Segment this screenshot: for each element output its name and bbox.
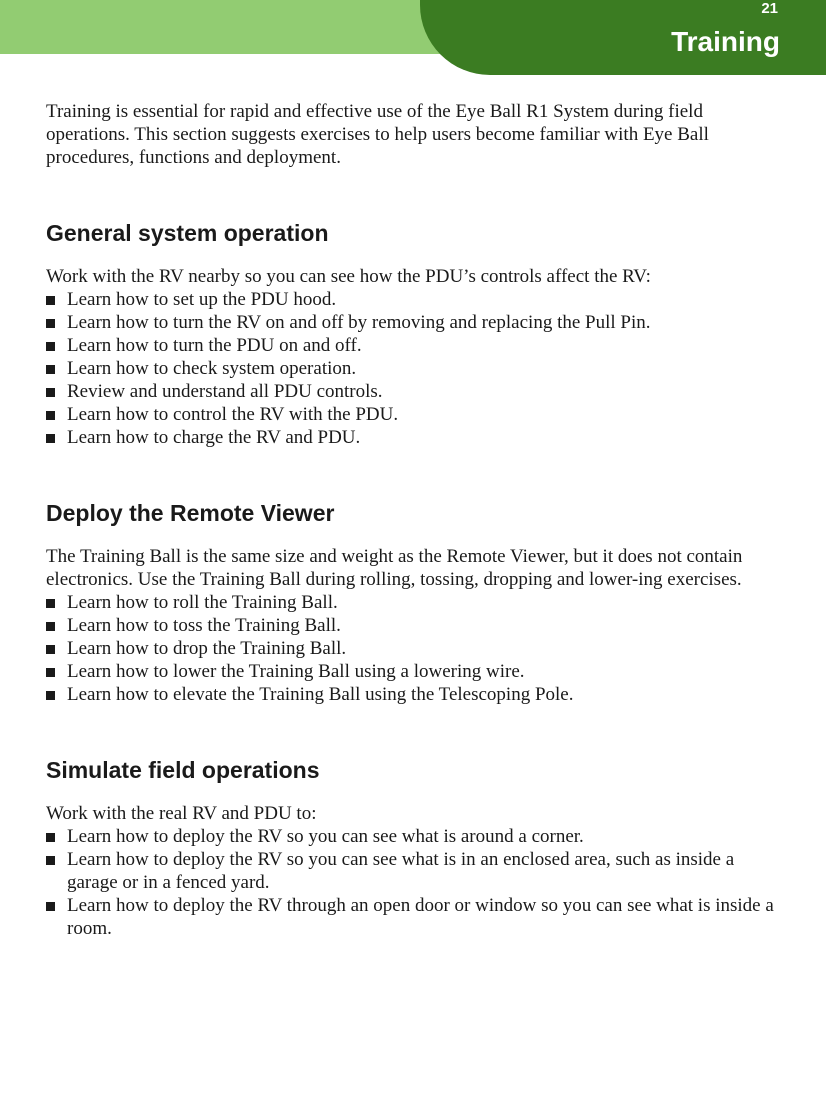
bullet-list bbox=[46, 591, 786, 706]
page-title: Training bbox=[671, 26, 780, 57]
list-item: Learn how to control the RV with the PDU. bbox=[46, 403, 786, 426]
list-item: Learn how to turn the PDU on and off. bbox=[46, 334, 786, 357]
list-item: Learn how to deploy the RV so you can see what is around a corner. bbox=[46, 825, 786, 848]
list-item: Review and understand all PDU controls. bbox=[46, 380, 786, 403]
list-item: Learn how to deploy the RV through an open door or window so you can see what is inside a room. bbox=[46, 894, 786, 940]
page-content bbox=[46, 100, 786, 940]
section-lead: Work with the RV nearby so you can see how the PDU’s controls affect the RV: bbox=[46, 266, 651, 287]
list-item: Learn how to roll the Training Ball. bbox=[46, 591, 786, 614]
section-general-system-operation bbox=[46, 219, 786, 449]
section-heading: General system operation bbox=[46, 220, 329, 246]
list-item: Learn how to check system operation. bbox=[46, 357, 786, 380]
list-item: Learn how to elevate the Training Ball using the Telescoping Pole. bbox=[46, 683, 786, 706]
section-heading: Deploy the Remote Viewer bbox=[46, 500, 335, 526]
list-item: Learn how to turn the RV on and off by removing and replacing the Pull Pin. bbox=[46, 311, 786, 334]
section-simulate-field-operations bbox=[46, 756, 786, 940]
list-item: Learn how to drop the Training Ball. bbox=[46, 637, 786, 660]
intro-paragraph: Training is essential for rapid and effective use of the Eye Ball R1 System during field operations. This section suggests exercises to help users become familiar with Eye Ball procedures, functions and deployment. bbox=[46, 101, 709, 168]
section-lead: The Training Ball is the same size and weight as the Remote Viewer, but it does not contain electronics. Use the Training Ball during rolling, tossing, dropping and lower-ing exercises. bbox=[46, 546, 743, 590]
section-heading: Simulate field operations bbox=[46, 757, 320, 783]
list-item: Learn how to deploy the RV so you can see what is in an enclosed area, such as inside a garage or in a fenced yard. bbox=[46, 848, 786, 894]
bullet-list bbox=[46, 825, 786, 940]
list-item: Learn how to set up the PDU hood. bbox=[46, 288, 786, 311]
section-lead: Work with the real RV and PDU to: bbox=[46, 803, 317, 824]
list-item: Learn how to toss the Training Ball. bbox=[46, 614, 786, 637]
bullet-list bbox=[46, 288, 786, 449]
list-item: Learn how to charge the RV and PDU. bbox=[46, 426, 786, 449]
section-deploy-remote-viewer bbox=[46, 499, 786, 706]
page-number: 21 bbox=[761, 0, 778, 17]
list-item: Learn how to lower the Training Ball using a lowering wire. bbox=[46, 660, 786, 683]
